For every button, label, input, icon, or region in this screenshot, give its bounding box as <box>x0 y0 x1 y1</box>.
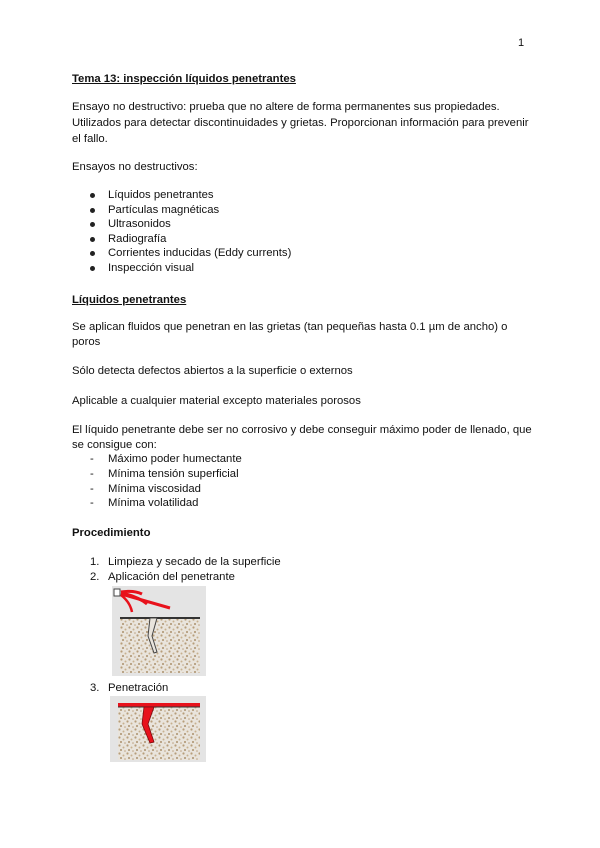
penetrant-application-figure <box>112 586 206 676</box>
list-item: Partículas magnéticas <box>90 203 291 218</box>
properties-list <box>90 452 242 511</box>
ndt-heading: Ensayos no destructivos: <box>72 161 198 173</box>
bullet-icon <box>90 266 95 271</box>
intro-line-2: Utilizados para detectar discontinuidades y grietas. Proporcionan información para prevenir <box>72 117 529 129</box>
paragraph-1-line-1: Se aplican fluidos que penetran en las grietas (tan pequeñas hasta 0.1 µm de ancho) o <box>72 321 508 333</box>
page-title: Tema 13: inspección líquidos penetrantes <box>72 73 296 85</box>
list-item: Ultrasonidos <box>90 217 291 232</box>
list-item: Inspección visual <box>90 261 291 276</box>
list-item: - Mínima volatilidad <box>90 497 199 510</box>
page-number: 1 <box>518 37 525 49</box>
paragraph-4-line-2: se consigue con: <box>72 439 157 451</box>
list-item: Corrientes inducidas (Eddy currents) <box>90 246 291 261</box>
paragraph-2: Sólo detecta defectos abiertos a la superficie o externos <box>72 365 353 377</box>
step-2: 2. Aplicación del penetrante <box>90 571 235 583</box>
spray-can-icon <box>114 589 120 596</box>
penetration-figure <box>110 696 206 762</box>
bullet-icon <box>90 251 95 256</box>
list-item: Líquidos penetrantes <box>90 188 291 203</box>
bullet-icon <box>90 208 95 213</box>
bullet-icon <box>90 237 95 242</box>
procedure-title: Procedimiento <box>72 527 151 539</box>
list-item: - Mínima tensión superficial <box>90 467 239 480</box>
bullet-icon <box>90 222 95 227</box>
step-3: 3. Penetración <box>90 682 169 694</box>
section-title: Líquidos penetrantes <box>72 294 187 306</box>
paragraph-4-line-1: El líquido penetrante debe ser no corrosivo y debe conseguir máximo poder de llenado, que <box>72 424 532 436</box>
list-item: Radiografía <box>90 232 291 247</box>
list-item: - Máximo poder humectante <box>90 453 242 465</box>
list-item: - Mínima viscosidad <box>90 482 201 495</box>
bullet-icon <box>90 193 95 198</box>
ndt-list <box>90 188 291 276</box>
step-1: 1. Limpieza y secado de la superficie <box>90 556 281 568</box>
paragraph-1-line-2: poros <box>72 336 101 348</box>
paragraph-3: Aplicable a cualquier material excepto materiales porosos <box>72 395 361 407</box>
intro-line-3: el fallo. <box>72 133 108 145</box>
intro-line-1: Ensayo no destructivo: prueba que no altere de forma permanentes sus propiedades. <box>72 101 500 113</box>
